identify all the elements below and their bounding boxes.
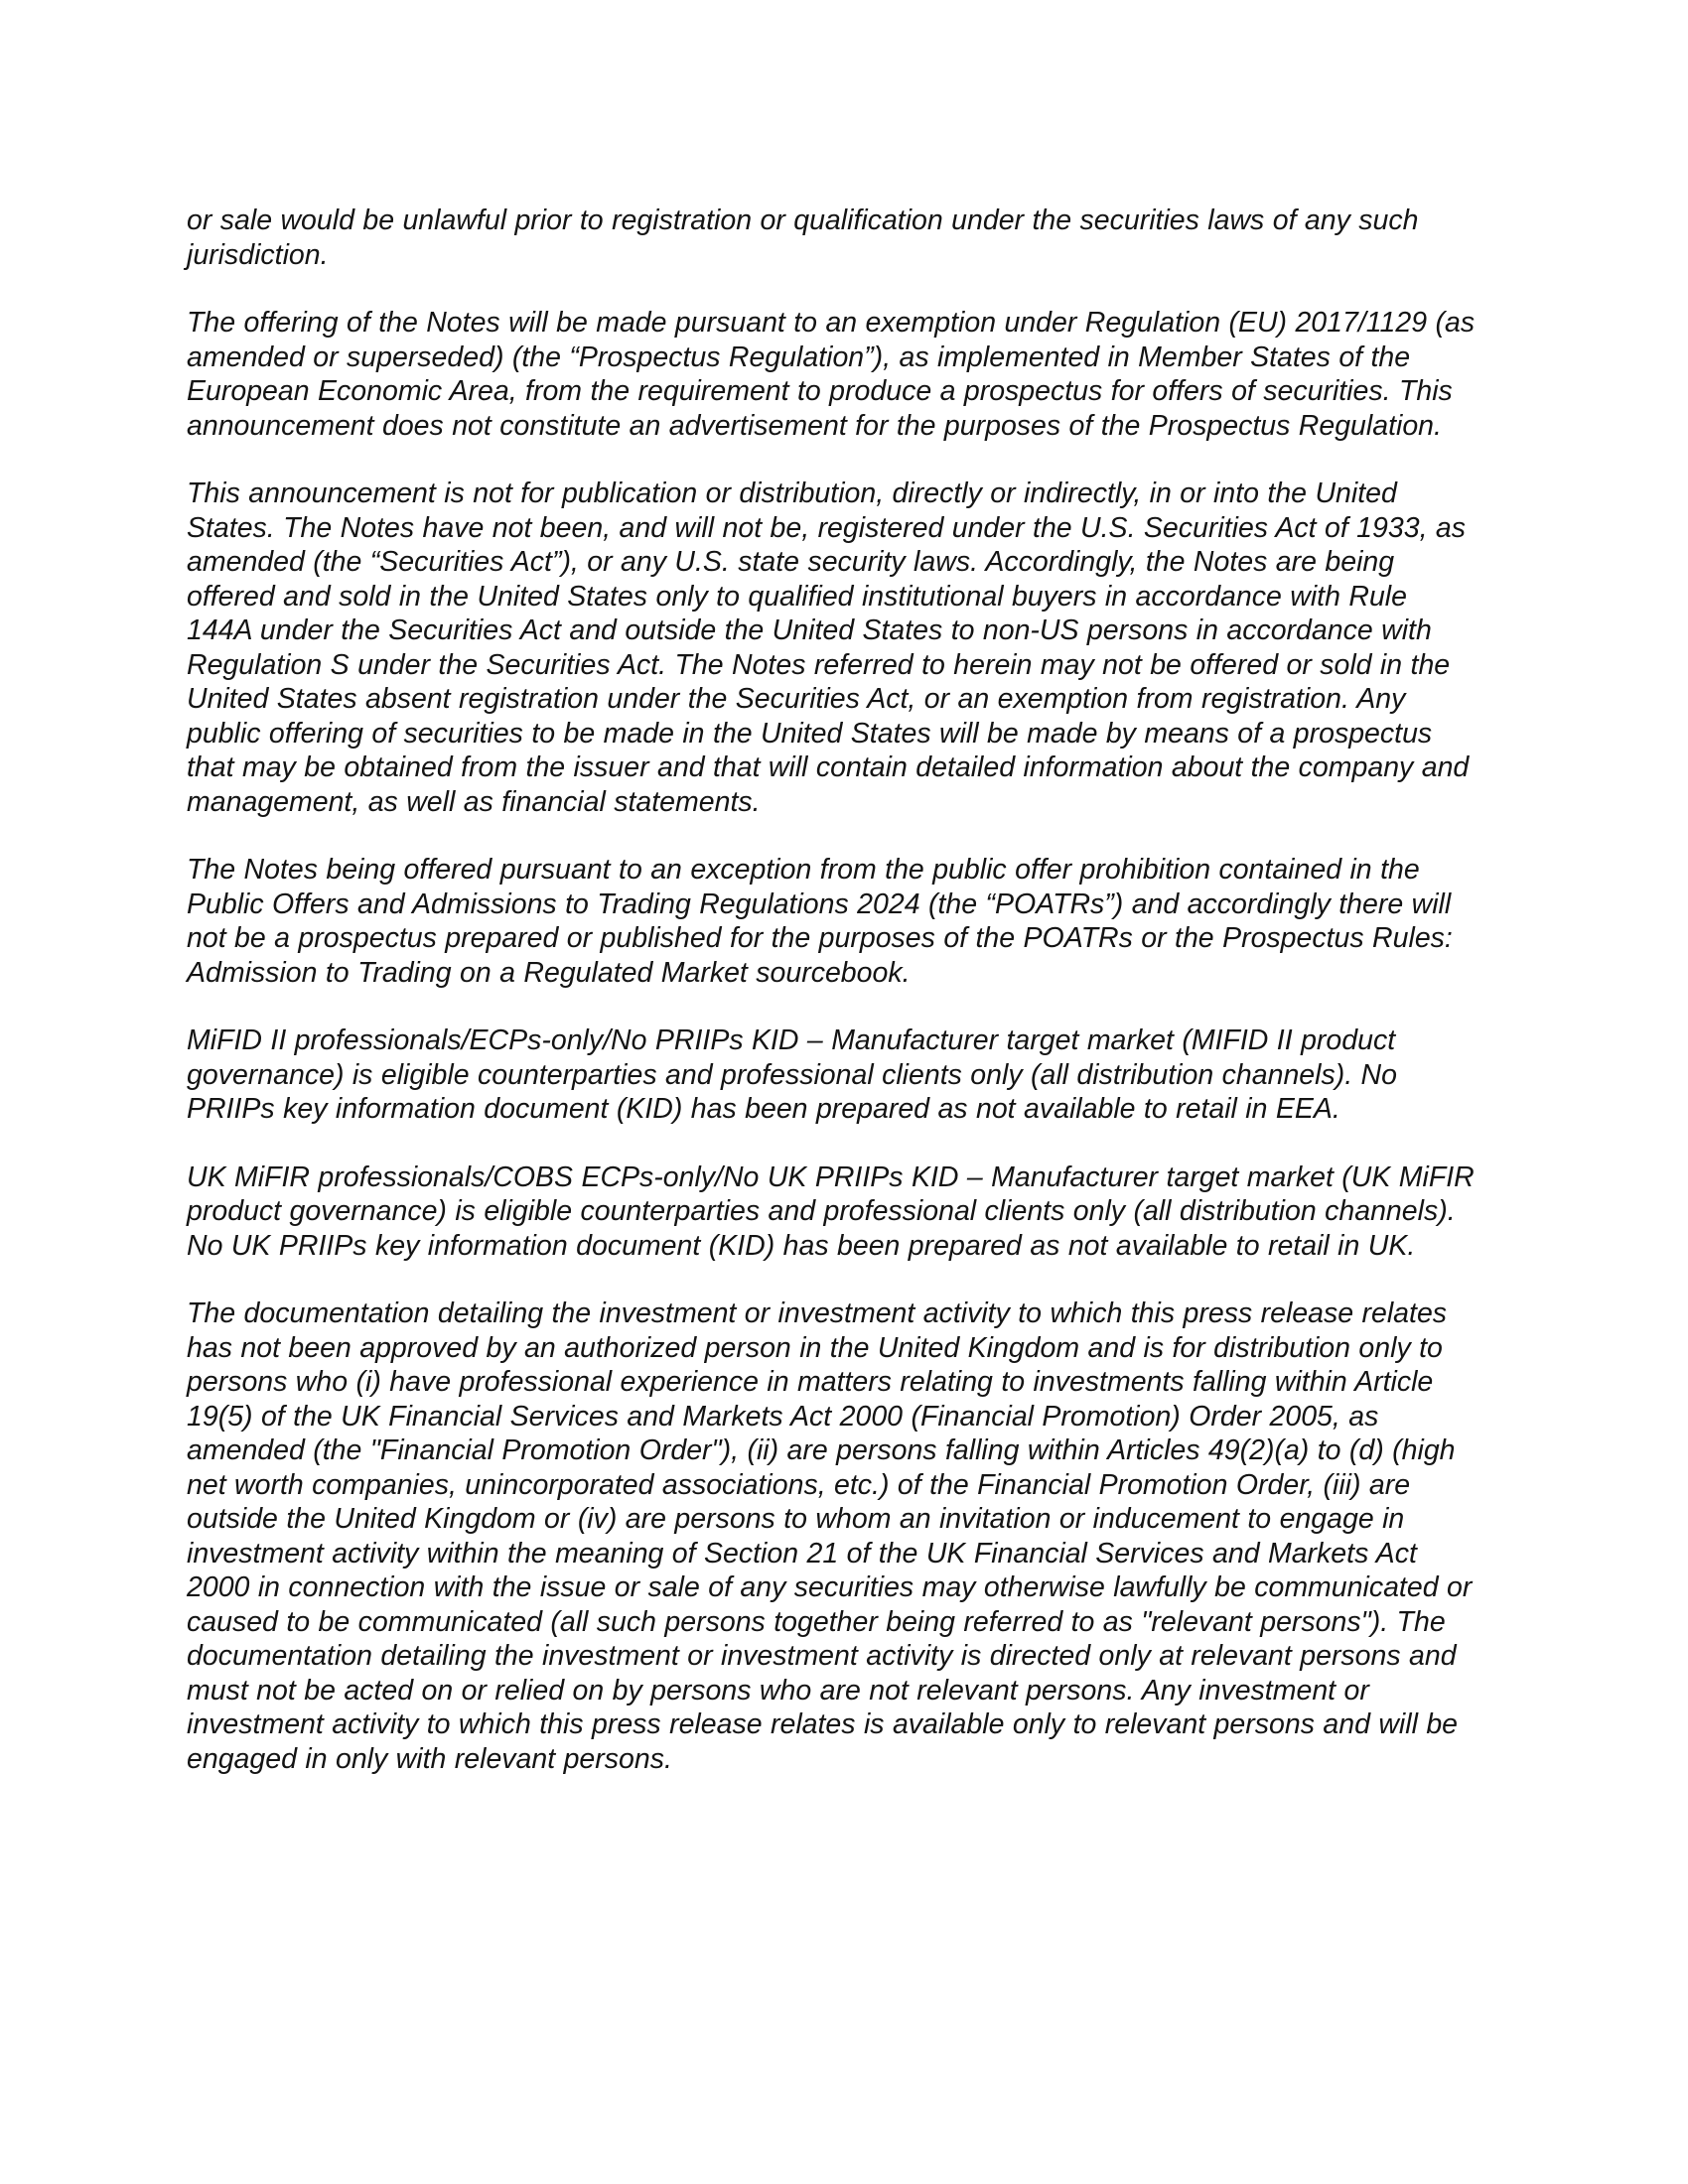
document-body [187, 204, 1477, 1776]
paragraph-us-securities-act: This announcement is not for publication or distribution, directly or indirectly, in or into the United States. The Notes have not been, and will not be, registered under the U.S. Securities Act of 1933, as amended (the “Securities Act”), or any U.S. state security laws. Accordingly, the Notes are being offered and sold in the United States only to qualified institutional buyers in accordance with Rule 144A under the Securities Act and outside the United States to non-US persons in accordance with Regulation S under the Securities Act. The Notes referred to herein may not be offered or sold in the United States absent registration under the Securities Act, or an exemption from registration. Any public offering of securities to be made in the United States will be made by means of a prospectus that may be obtained from the issuer and that will contain detailed information about the company and management, as well as financial statements. [187, 478, 1470, 818]
paragraph-prospectus-regulation: The offering of the Notes will be made pursuant to an exemption under Regulation (EU) 2017/1129 (as amended or superseded) (the “Prospectus Regulation”), as implemented in Member States of the European Economic Area, from the requirement to produce a prospectus for offers of securities. This announcement does not constitute an advertisement for the purposes of the Prospectus Regulation. [187, 307, 1476, 442]
paragraph-uk-mifir: UK MiFIR professionals/COBS ECPs-only/No UK PRIIPs KID – Manufacturer target market (UK MiFIR product governance) is eligible counterparties and professional clients only (all distribution channels). No UK PRIIPs key information document (KID) has been prepared as not available to retail in UK. [187, 1160, 1475, 1262]
paragraph-mifid-ii: MiFID II professionals/ECPs-only/No PRIIPs KID – Manufacturer target market (MIFID II product governance) is eligible counterparties and professional clients only (all distribution channels). No PRIIPs key information document (KID) has been prepared as not available to retail in EEA. [187, 1024, 1397, 1125]
paragraph-jurisdiction-continuation: or sale would be unlawful prior to registration or qualification under the securities laws of any such jurisdiction. [187, 205, 1419, 271]
paragraph-poatrs: The Notes being offered pursuant to an exception from the public offer prohibition contained in the Public Offers and Admissions to Trading Regulations 2024 (the “POATRs”) and accordingly there will not be a prospectus prepared or published for the purposes of the POATRs or the Prospectus Rules: Admission to Trading on a Regulated Market sourcebook. [187, 854, 1453, 989]
paragraph-uk-financial-promotion: The documentation detailing the investment or investment activity to which this press release relates has not been approved by an authorized person in the United Kingdom and is for distribution only to persons who (i) have professional experience in matters relating to investments falling within Article 19(5) of the UK Financial Services and Markets Act 2000 (Financial Promotion) Order 2005, as amended (the "Financial Promotion Order"), (ii) are persons falling within Articles 49(2)(a) to (d) (high net worth companies, unincorporated associations, etc.) of the Financial Promotion Order, (iii) are outside the United Kingdom or (iv) are persons to whom an invitation or inducement to engage in investment activity within the meaning of Section 21 of the UK Financial Services and Markets Act 2000 in connection with the issue or sale of any securities may otherwise lawfully be communicated or caused to be communicated (all such persons together being referred to as "relevant persons"). The documentation detailing the investment or investment activity is directed only at relevant persons and must not be acted on or relied on by persons who are not relevant persons. Any investment or investment activity to which this press release relates is available only to relevant persons and will be engaged in only with relevant persons. [187, 1297, 1473, 1775]
